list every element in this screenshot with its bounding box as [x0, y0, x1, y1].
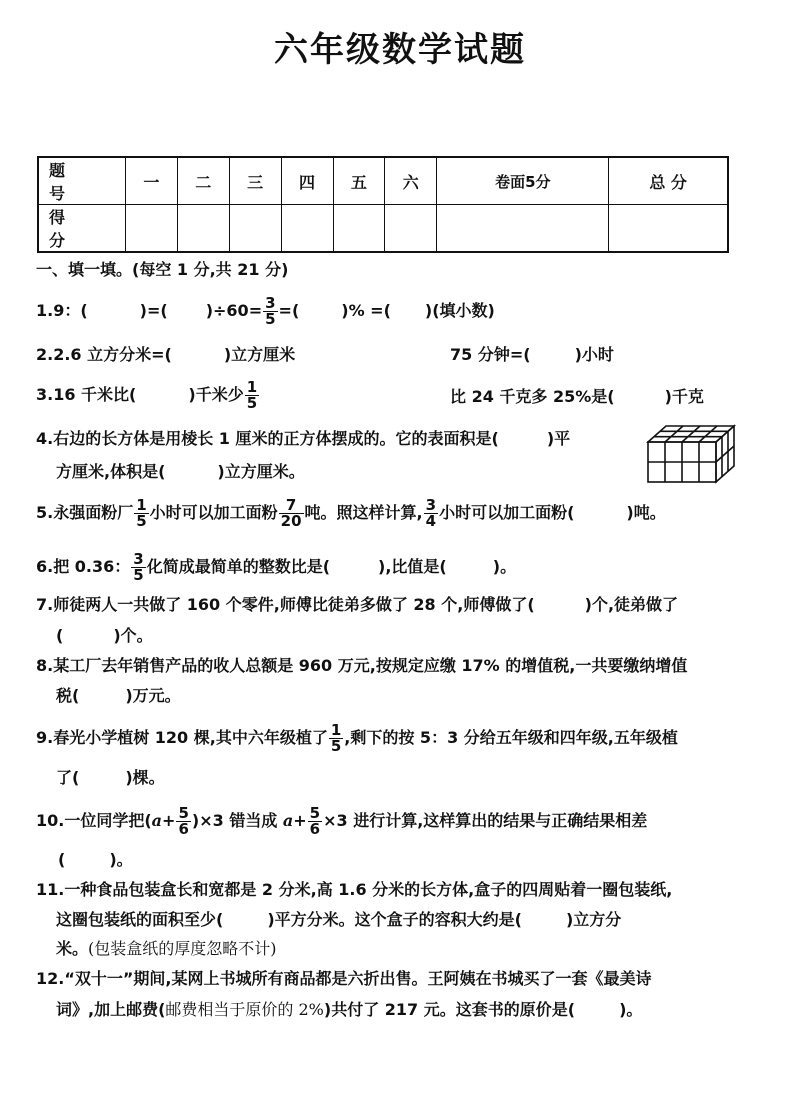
- score-cell[interactable]: [609, 205, 728, 253]
- question-2: 2.2.6 立方分米=( )立方厘米: [36, 345, 296, 364]
- fraction: $\frac{3}{4}$: [425, 496, 437, 530]
- question-4-line2: 方厘米,体积是( )立方厘米。: [56, 462, 305, 481]
- question-3b: 比 24 千克多 25%是( )千克: [450, 387, 704, 406]
- score-cell[interactable]: [177, 205, 229, 253]
- score-cell[interactable]: [281, 205, 333, 253]
- question-5: 5.永强面粉厂 $\frac{1}{5}$ 小时可以加工面粉 $\frac{7}{20}$ 吨。照这样计算, $\frac{3}{4}$ 小时可以加工面粉( )吨。: [36, 496, 666, 530]
- question-1: 1.9：( )=( )÷60= $\frac{3}{5}$ =( )% =( )(填小数): [36, 294, 495, 328]
- question-9: 9.春光小学植树 120 棵,其中六年级植了 $\frac{1}{5}$ ,剩下的按 5：3 分给五年级和四年级,五年级植: [36, 721, 678, 755]
- question-7: 7.师徒两人一共做了 160 个零件,师傅比徒弟多做了 28 个,师傅做了( )个,徒弟做了: [36, 595, 679, 614]
- score-cell[interactable]: [229, 205, 281, 253]
- cuboid-figure: [646, 424, 738, 486]
- fraction: $\frac{3}{5}$: [265, 294, 276, 328]
- header-cell: 总 分: [609, 157, 728, 205]
- section-heading: 一、填一填。(每空 1 分,共 21 分): [36, 260, 289, 279]
- question-12-line2: 词》,加上邮费(邮费相当于原价的 2%)共付了 217 元。这套书的原价是( )。: [56, 1000, 643, 1019]
- score-table: [37, 156, 729, 253]
- page-title: 六年级数学试题: [274, 30, 526, 70]
- header-cell: 四: [281, 157, 333, 205]
- header-cell: 一: [126, 157, 178, 205]
- header-cell: 三: [229, 157, 281, 205]
- fraction: $\frac{5}{6}$: [178, 804, 189, 838]
- question-11-line3: 米。(包装盒纸的厚度忽略不计): [56, 939, 277, 958]
- fraction: $\frac{1}{5}$: [246, 378, 258, 412]
- header-cell: 六: [385, 157, 437, 205]
- fraction: $\frac{7}{20}$: [280, 496, 302, 530]
- score-table-header-row: [38, 157, 728, 205]
- question-2b: 75 分钟=( )小时: [450, 345, 614, 364]
- question-8: 8.某工厂去年销售产品的收人总额是 960 万元,按规定应缴 17% 的增值税,一共要缴纳增值: [36, 656, 688, 675]
- fraction: $\frac{3}{5}$: [133, 550, 144, 584]
- question-10: 10.一位同学把(a+ $\frac{5}{6}$ )×3 错当成 a+ $\frac{5}{6}$ ×3 进行计算,这样算出的结果与正确结果相差: [36, 804, 648, 838]
- fraction: $\frac{5}{6}$: [309, 804, 321, 838]
- question-12: 12.“双十一”期间,某网上书城所有商品都是六折出售。王阿姨在书城买了一套《最美诗: [36, 969, 652, 988]
- question-11: 11.一种食品包装盒长和宽都是 2 分米,高 1.6 分米的长方体,盒子的四周贴着一圈包装纸,: [36, 880, 673, 899]
- score-cell[interactable]: [126, 205, 178, 253]
- question-9-line2: 了( )棵。: [56, 768, 165, 787]
- score-cell[interactable]: [385, 205, 437, 253]
- question-11-line2: 这圈包装纸的面积至少( )平方分米。这个盒子的容积大约是( )立方分: [56, 910, 622, 929]
- header-cell: 二: [177, 157, 229, 205]
- fraction: $\frac{1}{5}$: [330, 721, 342, 755]
- row-label: 得 分: [38, 205, 126, 253]
- score-table-score-row: [38, 205, 728, 253]
- header-cell: 卷面5分: [437, 157, 609, 205]
- fraction: $\frac{1}{5}$: [136, 496, 147, 530]
- header-cell: 五: [333, 157, 385, 205]
- question-3: 3.16 千米比( )千米少 $\frac{1}{5}$: [36, 378, 258, 412]
- header-cell: 题 号: [38, 157, 126, 205]
- question-6: 6.把 0.36： $\frac{3}{5}$ 化简成最简单的整数比是( ),比值是( )。: [36, 550, 517, 584]
- score-cell[interactable]: [437, 205, 609, 253]
- question-4: 4.右边的长方体是用棱长 1 厘米的正方体摆成的。它的表面积是( )平: [36, 429, 571, 448]
- question-7-line2: ( )个。: [56, 626, 153, 645]
- score-cell[interactable]: [333, 205, 385, 253]
- question-8-line2: 税( )万元。: [56, 686, 181, 705]
- question-10-line2: ( )。: [58, 850, 133, 869]
